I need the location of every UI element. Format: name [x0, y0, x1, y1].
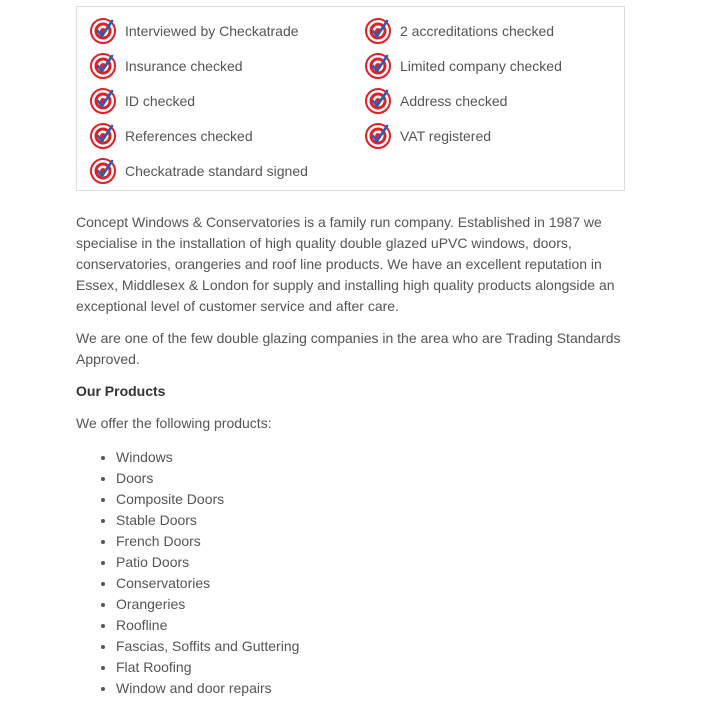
- check-item-id: [90, 87, 195, 115]
- list-item: • Window and door repairs: [116, 678, 636, 699]
- products-intro: We offer the following products:: [76, 415, 272, 431]
- products-list: [76, 447, 636, 699]
- checkatrade-target-check-icon: [90, 88, 116, 114]
- check-item-interviewed: [90, 17, 299, 45]
- list-item: • Conservatories: [116, 573, 636, 594]
- check-item-references: [90, 122, 253, 150]
- check-label: 2 accreditations checked: [400, 23, 555, 39]
- check-item-accreditations: [365, 17, 554, 45]
- company-description: [76, 212, 636, 699]
- checkatrade-target-check-icon: [365, 53, 391, 79]
- list-item: • Fascias, Soffits and Guttering: [116, 636, 636, 657]
- check-label: Interviewed by Checkatrade: [125, 23, 299, 39]
- products-heading: Our Products: [76, 383, 166, 399]
- check-label: Checkatrade standard signed: [125, 163, 308, 179]
- check-label: VAT registered: [400, 128, 492, 144]
- list-item: • Patio Doors: [116, 552, 636, 573]
- checkatrade-target-check-icon: [90, 18, 116, 44]
- checkatrade-target-check-icon: [365, 18, 391, 44]
- vetting-checks-panel: [76, 6, 625, 191]
- about-paragraph: Concept Windows & Conservatories is a family run company. Established in 1987 we specialise in the installation of high quality double glazed uPVC windows, doors, conservatories, orangeries and roof line products. We have an excellent reputation in Essex, Middlesex & London for supply and installing high quality products alongside an exceptional level of customer service and after care.: [76, 214, 615, 314]
- check-label: References checked: [125, 128, 253, 144]
- list-item: • Doors: [116, 468, 636, 489]
- list-item: • Windows: [116, 447, 636, 468]
- check-item-vat: [365, 122, 491, 150]
- checkatrade-target-check-icon: [90, 158, 116, 184]
- checkatrade-target-check-icon: [90, 123, 116, 149]
- list-item: • Roofline: [116, 615, 636, 636]
- list-item: • French Doors: [116, 531, 636, 552]
- check-item-standard-signed: [90, 157, 308, 185]
- trading-standards-paragraph: We are one of the few double glazing companies in the area who are Trading Standards Approved.: [76, 330, 621, 367]
- check-item-address: [365, 87, 507, 115]
- check-label: Insurance checked: [125, 58, 243, 74]
- list-item: • Orangeries: [116, 594, 636, 615]
- list-item: • Stable Doors: [116, 510, 636, 531]
- check-item-limited-company: [365, 52, 562, 80]
- list-item: • Flat Roofing: [116, 657, 636, 678]
- checkatrade-target-check-icon: [90, 53, 116, 79]
- check-label: Limited company checked: [400, 58, 562, 74]
- check-label: Address checked: [400, 93, 508, 109]
- checkatrade-target-check-icon: [365, 123, 391, 149]
- check-label: ID checked: [125, 93, 196, 109]
- checkatrade-target-check-icon: [365, 88, 391, 114]
- check-item-insurance: [90, 52, 243, 80]
- list-item: • Composite Doors: [116, 489, 636, 510]
